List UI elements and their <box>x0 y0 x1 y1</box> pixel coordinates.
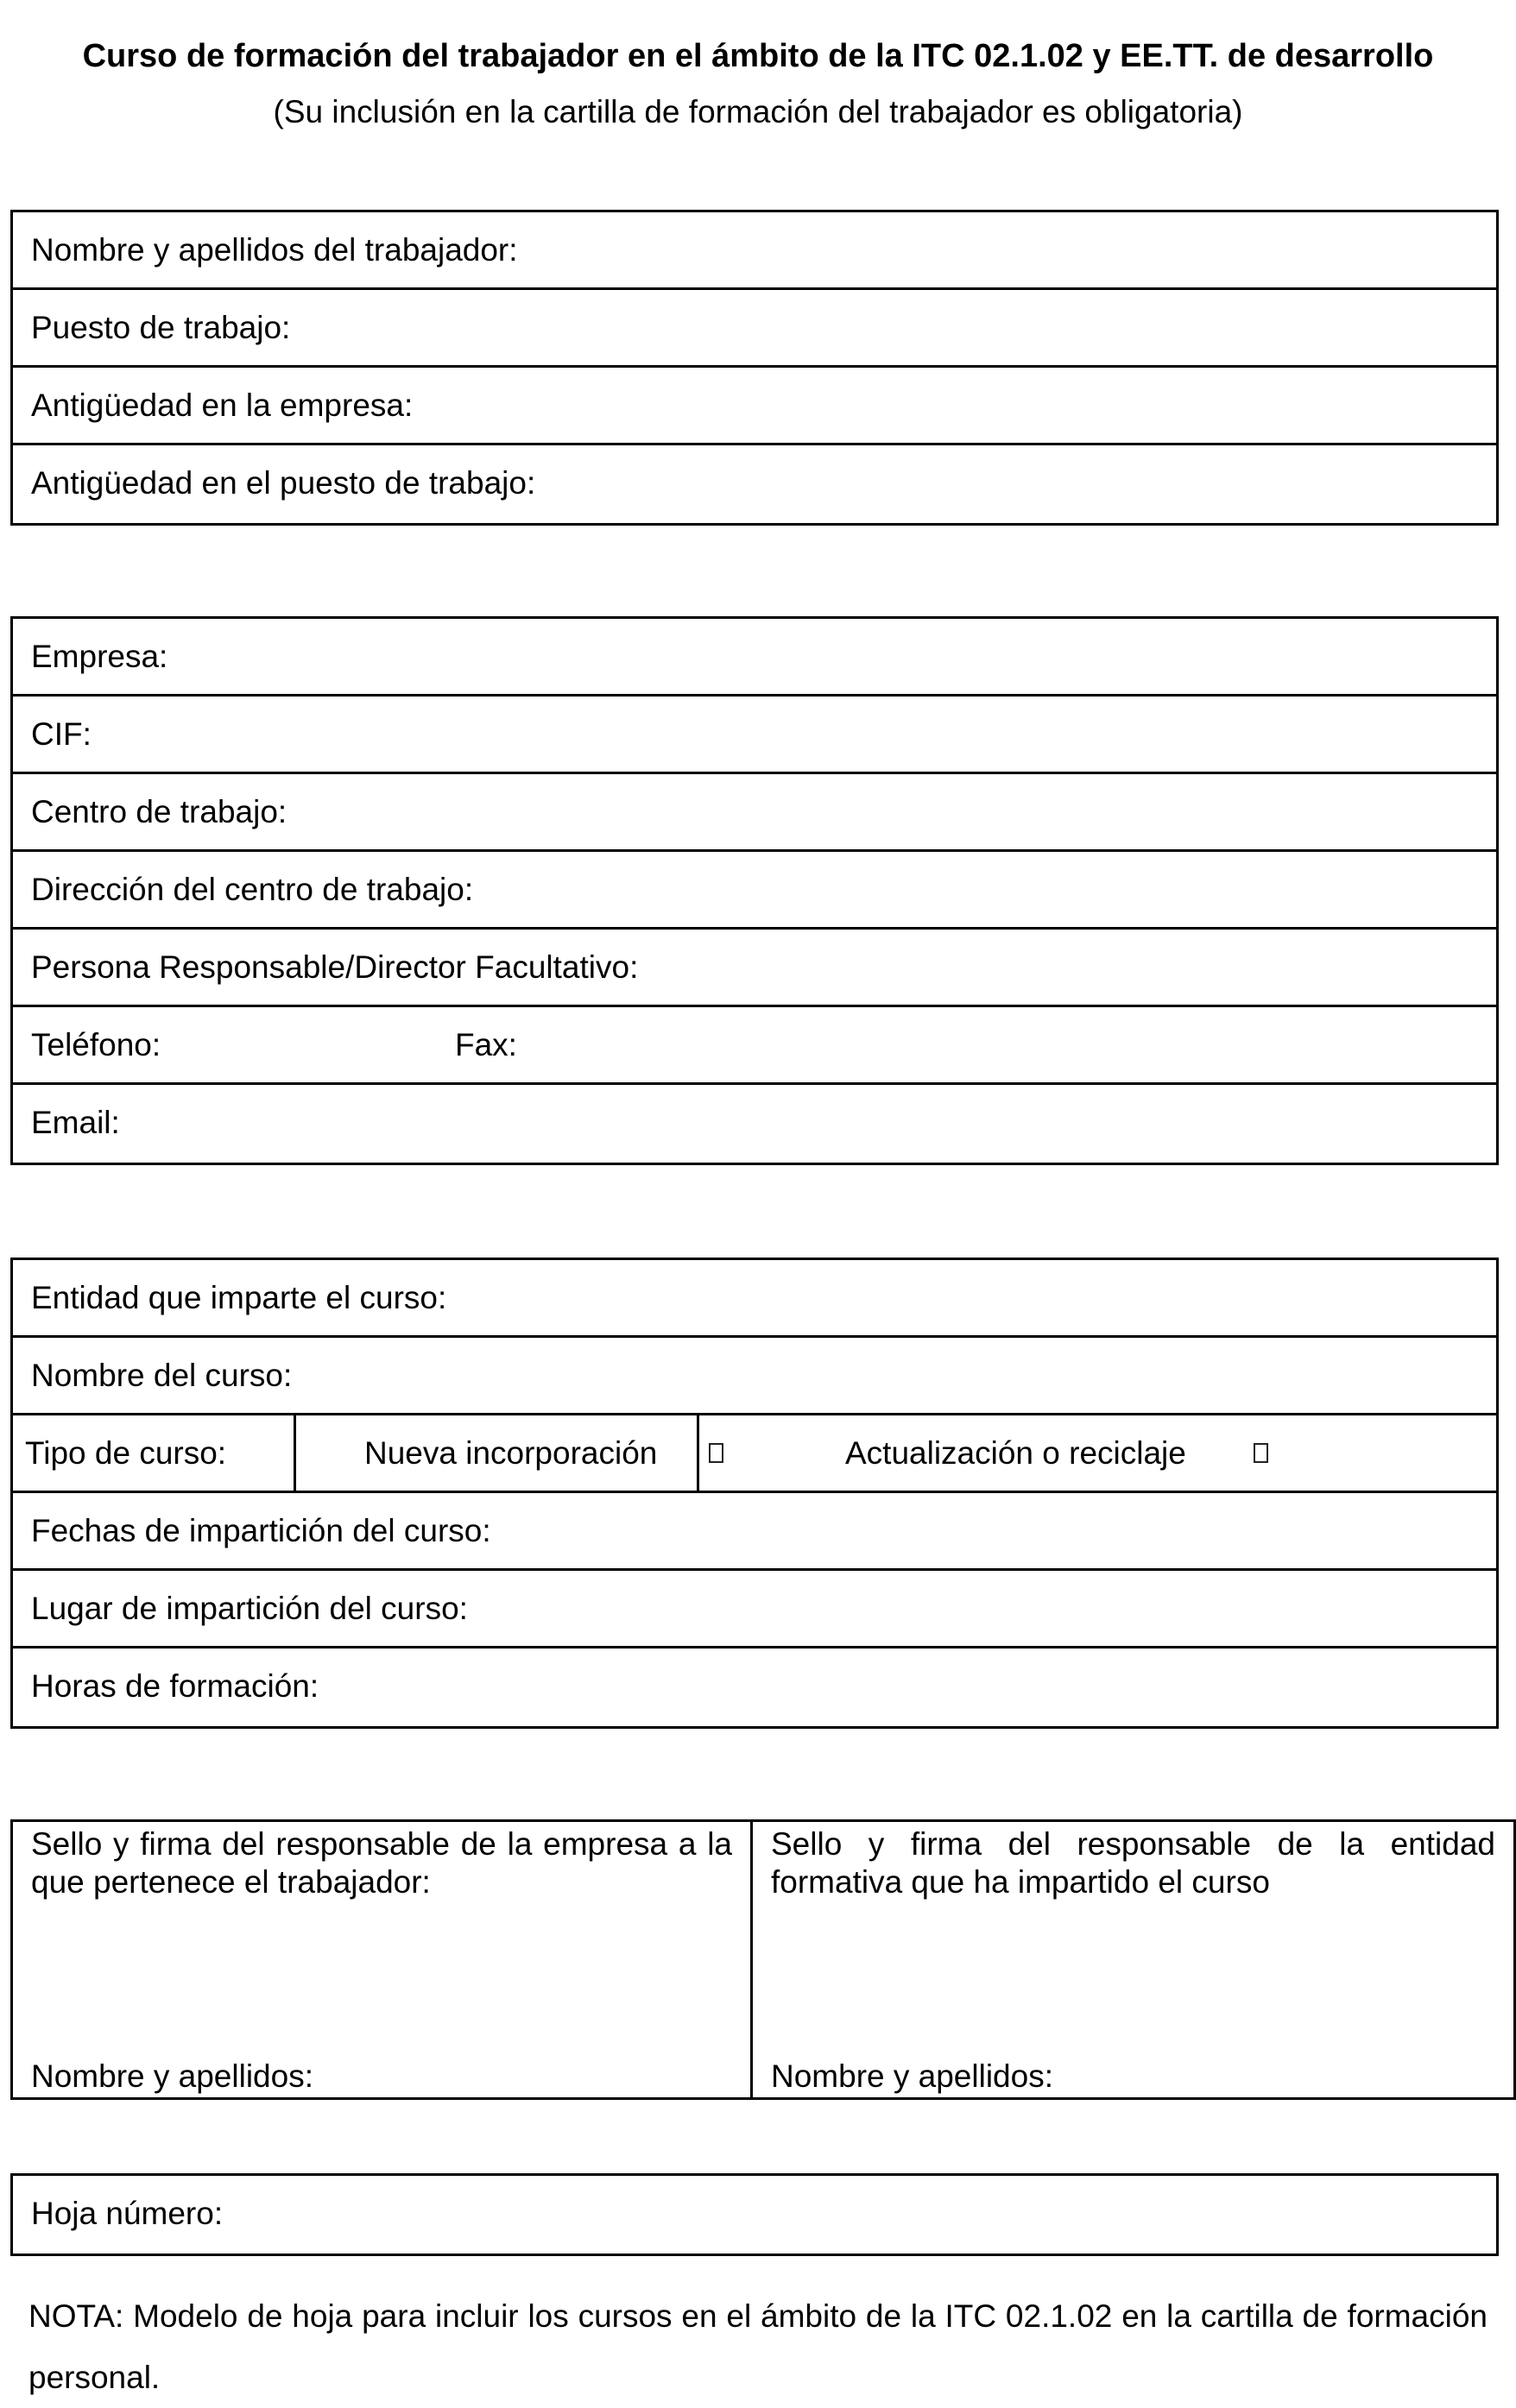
worker-name-label: Nombre y apellidos del trabajador: <box>31 232 518 268</box>
email-field[interactable] <box>13 1085 1496 1163</box>
workplace-label: Centro de trabajo: <box>31 794 287 829</box>
course-dates-field[interactable] <box>13 1493 1496 1571</box>
new-hire-divider <box>697 1415 699 1491</box>
phone-label: Teléfono: <box>31 1027 161 1062</box>
email-label: Email: <box>31 1105 120 1140</box>
workplace-address-field[interactable] <box>13 852 1496 930</box>
course-type-divider <box>294 1415 296 1491</box>
training-hours-label: Horas de formación: <box>31 1668 319 1704</box>
new-hire-checkbox-cell[interactable] <box>709 1415 723 1491</box>
company-label: Empresa: <box>31 639 168 674</box>
entity-label: Entidad que imparte el curso: <box>31 1280 447 1315</box>
worker-position-field[interactable] <box>13 290 1496 368</box>
responsible-label: Persona Responsable/Director Facultativo: <box>31 949 639 985</box>
position-seniority-field[interactable] <box>13 445 1496 523</box>
course-type-label: Tipo de curso: <box>25 1435 227 1471</box>
course-data-table <box>10 1258 1499 1729</box>
entity-signature-text: Sello y firma del responsable de la entidad formativa que ha impartido el curso <box>771 1826 1495 1900</box>
workplace-field[interactable] <box>13 774 1496 852</box>
cif-field[interactable] <box>13 697 1496 774</box>
entity-signature-cell[interactable] <box>753 1822 1513 2097</box>
course-place-label: Lugar de impartición del curso: <box>31 1591 468 1626</box>
worker-position-label: Puesto de trabajo: <box>31 310 291 345</box>
new-hire-checkbox[interactable] <box>709 1443 723 1463</box>
workplace-address-label: Dirección del centro de trabajo: <box>31 872 474 907</box>
sheet-number-field[interactable] <box>13 2176 1496 2254</box>
responsible-field[interactable] <box>13 930 1496 1007</box>
document-title: Curso de formación del trabajador en el ámbito de la ITC 02.1.02 y EE.TT. de desarrollo <box>82 38 1434 74</box>
worker-name-field[interactable] <box>13 212 1496 290</box>
entity-signer-name-label: Nombre y apellidos: <box>771 2058 1053 2094</box>
company-signature-cell[interactable] <box>13 1822 753 2097</box>
company-seniority-label: Antigüedad en la empresa: <box>31 388 414 423</box>
course-name-field[interactable] <box>13 1338 1496 1415</box>
new-hire-option-label: Nueva incorporación <box>364 1435 658 1471</box>
sheet-number-label: Hoja número: <box>31 2196 224 2231</box>
refresher-checkbox-cell[interactable] <box>1254 1415 1268 1491</box>
refresher-checkbox[interactable] <box>1254 1443 1268 1463</box>
fax-label: Fax: <box>455 1027 517 1062</box>
course-type-row <box>13 1415 1496 1493</box>
phone-fax-row[interactable] <box>13 1007 1496 1085</box>
training-hours-field[interactable] <box>13 1648 1496 1726</box>
cif-label: CIF: <box>31 716 92 752</box>
company-seniority-field[interactable] <box>13 368 1496 445</box>
footnote: NOTA: Modelo de hoja para incluir los cursos en el ámbito de la ITC 02.1.02 en la cartilla de formación personal. <box>28 2298 1488 2395</box>
document-subtitle: (Su inclusión en la cartilla de formación del trabajador es obligatoria) <box>273 94 1243 129</box>
worker-data-table <box>10 210 1499 526</box>
signature-table <box>10 1819 1516 2100</box>
course-name-label: Nombre del curso: <box>31 1358 293 1393</box>
company-field[interactable] <box>13 619 1496 697</box>
course-place-field[interactable] <box>13 1571 1496 1648</box>
company-signer-name-label: Nombre y apellidos: <box>31 2058 313 2094</box>
entity-field[interactable] <box>13 1260 1496 1338</box>
company-signature-text: Sello y firma del responsable de la empresa a la que pertenece el trabajador: <box>31 1826 732 1900</box>
sheet-number-table <box>10 2173 1499 2256</box>
course-dates-label: Fechas de impartición del curso: <box>31 1513 491 1548</box>
refresher-option-label: Actualización o reciclaje <box>845 1435 1186 1471</box>
company-data-table <box>10 616 1499 1165</box>
position-seniority-label: Antigüedad en el puesto de trabajo: <box>31 465 536 501</box>
